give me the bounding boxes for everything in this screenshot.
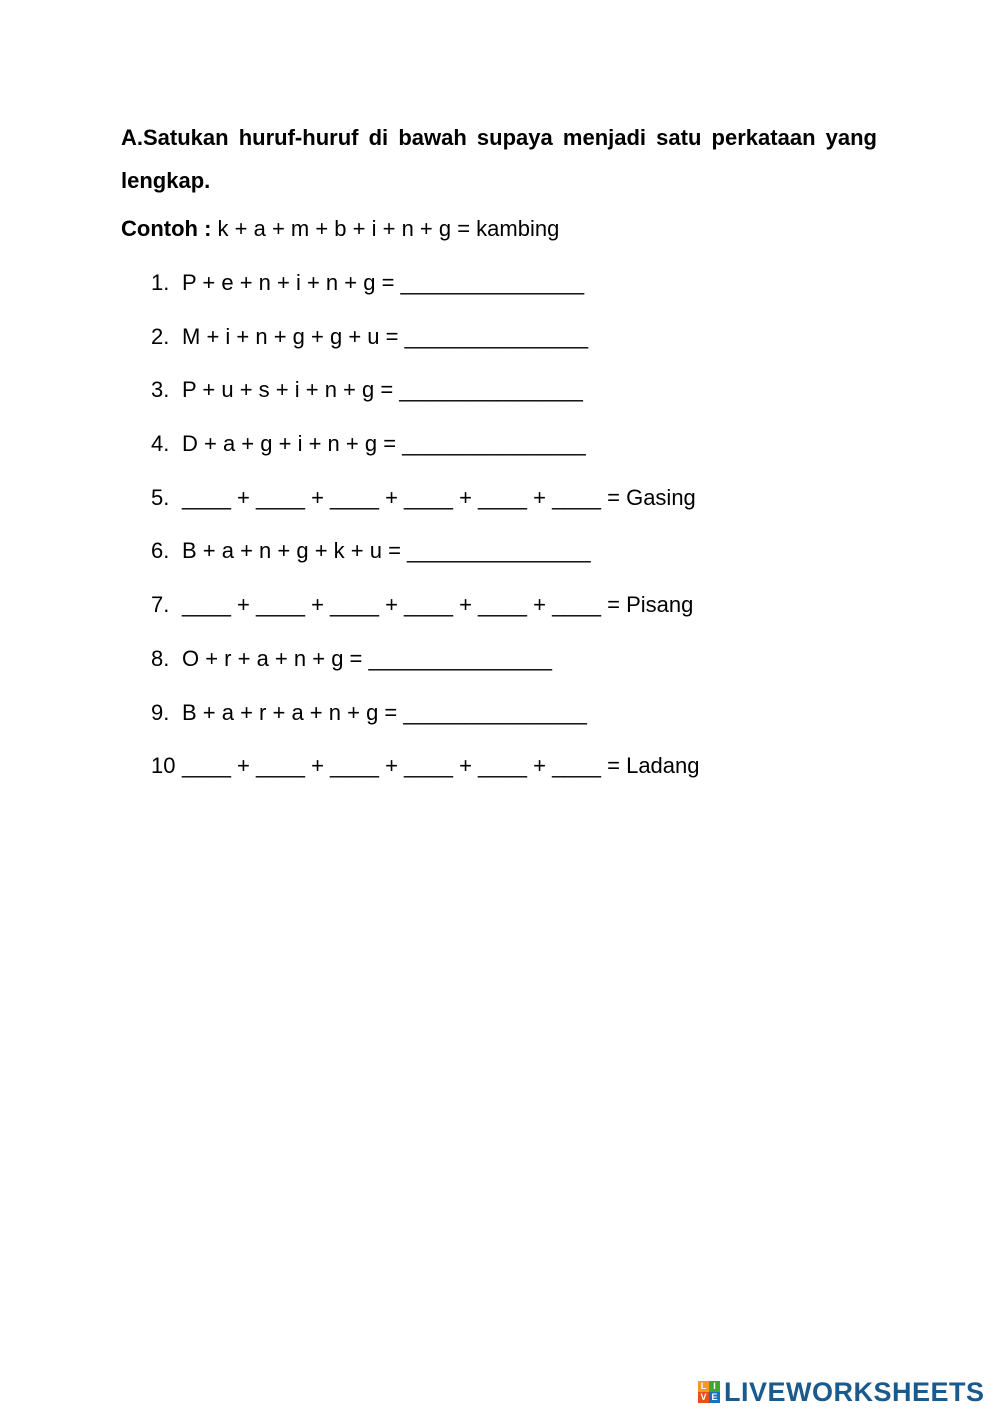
exercise-number: 10 <box>151 753 176 779</box>
exercise-text: B + a + r + a + n + g = _______________ <box>182 699 587 725</box>
exercise-text: O + r + a + n + g = _______________ <box>182 645 553 671</box>
exercise-text: B + a + n + g + k + u = _______________ <box>182 538 591 564</box>
exercise-number: 4. <box>151 431 170 457</box>
exercise-item <box>151 483 700 513</box>
exercise-number: 6. <box>151 538 170 564</box>
exercise-number: 1. <box>151 270 170 295</box>
exercise-text: M + i + n + g + g + u = _______________ <box>182 323 589 349</box>
exercise-text: ____ + ____ + ____ + ____ + ____ + ____ = Ladang <box>182 753 700 779</box>
liveworksheets-logo-icon: L I V E <box>698 1381 720 1403</box>
exercise-text: P + u + s + i + n + g = _______________ <box>182 377 583 403</box>
exercise-number: 8. <box>151 645 170 671</box>
exercise-number: 2. <box>151 323 170 349</box>
example-text: k + a + m + b + i + n + g = kambing <box>211 216 560 241</box>
exercise-item <box>151 375 700 405</box>
exercise-number: 3. <box>151 377 170 403</box>
exercise-item <box>151 536 700 566</box>
exercise-number: 7. <box>151 592 170 618</box>
exercise-text: ____ + ____ + ____ + ____ + ____ + ____ = Pisang <box>182 592 694 618</box>
exercise-text: D + a + g + i + n + g = _______________ <box>182 431 586 457</box>
exercise-item <box>151 644 700 674</box>
exercise-item <box>151 751 700 781</box>
liveworksheets-logo[interactable] <box>698 1375 985 1409</box>
exercise-number: 5. <box>151 484 170 510</box>
instruction-text: A.Satukan huruf-huruf di bawah supaya menjadi satu perkataan yang lengkap. <box>121 125 877 193</box>
exercise-item <box>151 268 700 298</box>
exercise-number: 9. <box>151 699 170 725</box>
example-line <box>121 214 559 244</box>
example-label: Contoh : <box>121 216 212 241</box>
exercise-text: ____ + ____ + ____ + ____ + ____ + ____ = Gasing <box>182 484 696 510</box>
exercise-text: P + e + n + i + n + g = _______________ <box>182 270 585 295</box>
exercise-list <box>151 268 700 805</box>
logo-text: LIVEWORKSHEETS <box>724 1377 985 1407</box>
exercise-item <box>151 590 700 620</box>
exercise-item <box>151 429 700 459</box>
exercise-item <box>151 698 700 728</box>
exercise-item <box>151 322 700 352</box>
